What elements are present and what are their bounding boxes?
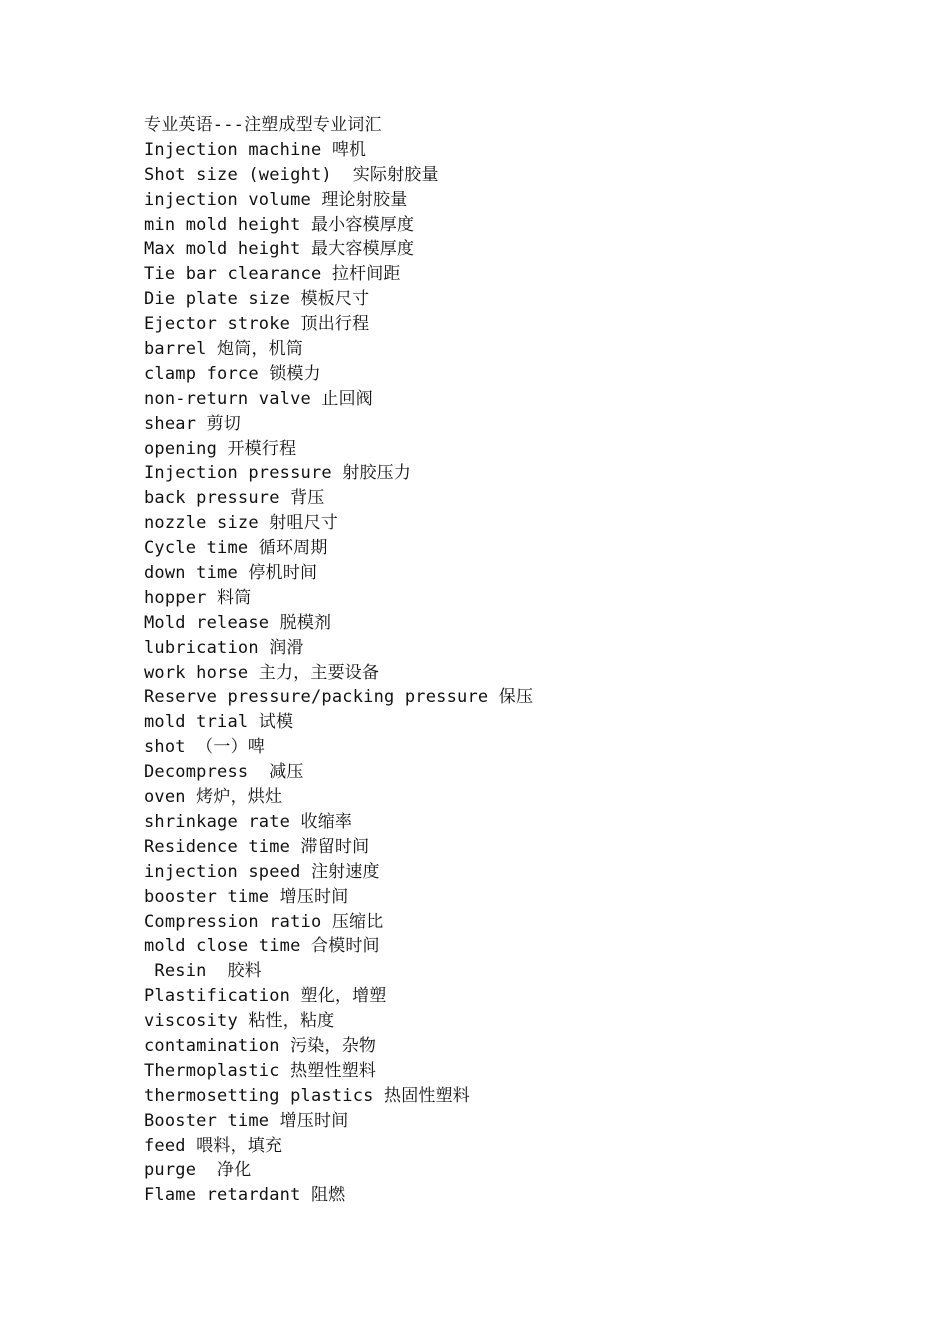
term-line: Residence time 滞留时间 xyxy=(144,836,370,857)
term-line: lubrication 润滑 xyxy=(144,637,304,658)
term-line: booster time 增压时间 xyxy=(144,886,349,907)
term-line: feed 喂料，填充 xyxy=(144,1135,283,1156)
term-line: injection volume 理论射胶量 xyxy=(144,189,408,210)
term-line: Compression ratio 压缩比 xyxy=(144,911,384,932)
term-line: shot （一）啤 xyxy=(144,737,265,758)
term-line: injection speed 注射速度 xyxy=(144,861,380,882)
term-line: Resin 胶料 xyxy=(144,961,262,982)
term-line: Plastification 塑化，增塑 xyxy=(144,986,387,1007)
term-line: min mold height 最小容模厚度 xyxy=(144,214,415,235)
term-line: oven 烤炉，烘灶 xyxy=(144,787,283,808)
term-line: Injection machine 啤机 xyxy=(144,139,367,160)
term-line: Flame retardant 阻燃 xyxy=(144,1185,346,1206)
term-line: Decompress 减压 xyxy=(144,762,304,783)
term-line: back pressure 背压 xyxy=(144,488,325,509)
term-line: Max mold height 最大容模厚度 xyxy=(144,239,415,260)
term-line: Die plate size 模板尺寸 xyxy=(144,289,370,310)
term-line: barrel 炮筒，机筒 xyxy=(144,339,304,360)
term-line: non-return valve 止回阀 xyxy=(144,388,373,409)
term-line: mold close time 合模时间 xyxy=(144,936,380,957)
term-line: thermosetting plastics 热固性塑料 xyxy=(144,1085,471,1106)
term-line: down time 停机时间 xyxy=(144,563,318,584)
term-line: work horse 主力，主要设备 xyxy=(144,662,380,683)
term-line: opening 开模行程 xyxy=(144,438,297,459)
term-line: contamination 污染，杂物 xyxy=(144,1035,377,1056)
term-line: shear 剪切 xyxy=(144,413,242,434)
term-line: viscosity 粘性，粘度 xyxy=(144,1011,335,1032)
term-line: purge 净化 xyxy=(144,1160,252,1181)
term-line: Ejector stroke 顶出行程 xyxy=(144,314,370,335)
term-line: Reserve pressure/packing pressure 保压 xyxy=(144,687,534,708)
term-line: mold trial 试模 xyxy=(144,712,294,733)
term-line: shrinkage rate 收缩率 xyxy=(144,811,353,832)
term-line: Thermoplastic 热塑性塑料 xyxy=(144,1060,377,1081)
term-line: nozzle size 射咀尺寸 xyxy=(144,513,339,534)
term-line: hopper 料筒 xyxy=(144,587,252,608)
term-line: Cycle time 循环周期 xyxy=(144,538,328,559)
term-line: Injection pressure 射胶压力 xyxy=(144,463,412,484)
term-line: Booster time 增压时间 xyxy=(144,1110,349,1131)
document-body xyxy=(144,113,904,1208)
term-line: Tie bar clearance 拉杆间距 xyxy=(144,264,401,285)
term-line: clamp force 锁模力 xyxy=(144,363,321,384)
document-title: 专业英语---注塑成型专业词汇 xyxy=(144,115,382,135)
term-line: Shot size (weight) 实际射胶量 xyxy=(144,164,439,185)
term-line: Mold release 脱模剂 xyxy=(144,612,332,633)
